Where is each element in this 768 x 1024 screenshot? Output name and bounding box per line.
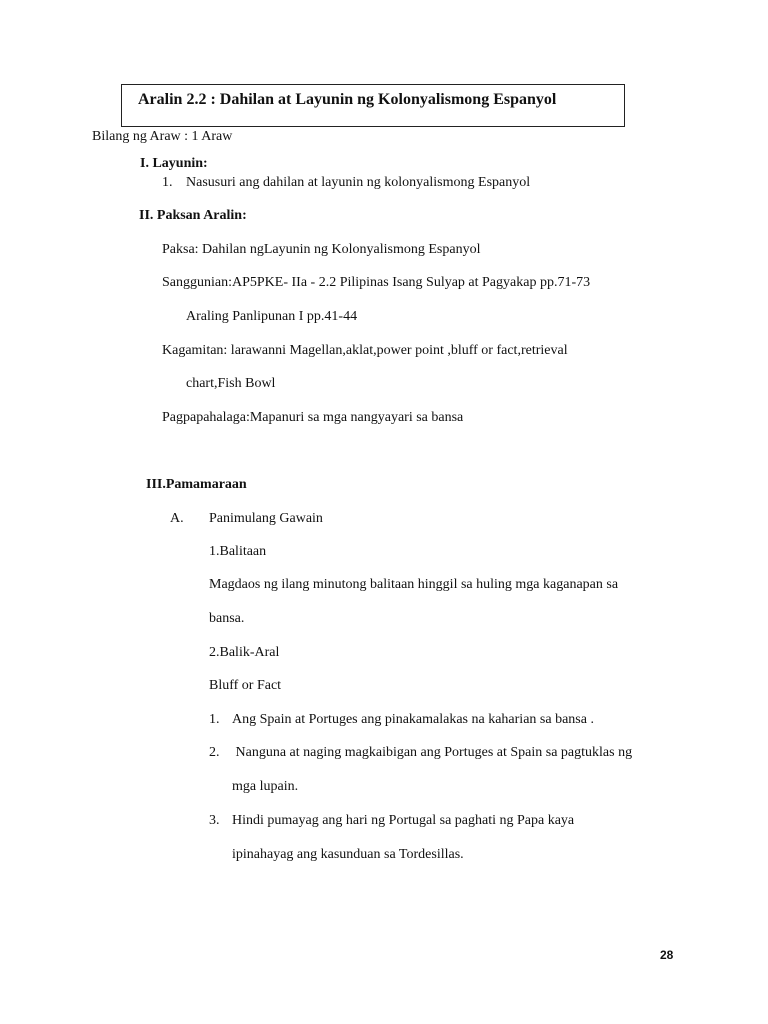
pagpapahalaga-line: Pagpapahalaga:Mapanuri sa mga nangyayari sa bansa (162, 410, 464, 425)
paksa-line: Paksa: Dahilan ngLayunin ng Kolonyalismong Espanyol (162, 242, 481, 257)
list-item-continuation: mga lupain. (232, 779, 299, 794)
section-i-item-number: 1. (162, 175, 173, 190)
list-item-text: Ang Spain at Portuges ang pinakamalakas na kaharian sa bansa . (232, 712, 594, 727)
section-iii-heading: III.Pamamaraan (146, 477, 247, 492)
bluff-or-fact-label: Bluff or Fact (209, 678, 282, 693)
list-item-number: 3. (209, 813, 220, 828)
section-i-item-text: Nasusuri ang dahilan at layunin ng kolonyalismong Espanyol (186, 175, 531, 190)
section-i-heading: I. Layunin: (140, 156, 208, 171)
part-a-title: Panimulang Gawain (209, 511, 323, 526)
balik-aral-heading: 2.Balik-Aral (209, 645, 280, 660)
kagamitan-line: Kagamitan: larawanni Magellan,aklat,power point ,bluff or fact,retrieval (162, 343, 568, 358)
kagamitan-continuation: chart,Fish Bowl (186, 376, 276, 391)
lesson-title: Aralin 2.2 : Dahilan at Layunin ng Kolonyalismong Espanyol (138, 91, 557, 108)
list-item-text: Hindi pumayag ang hari ng Portugal sa paghati ng Papa kaya (232, 813, 575, 828)
balitaan-heading: 1.Balitaan (209, 544, 267, 559)
balitaan-text-line-1: Magdaos ng ilang minutong balitaan hinggil sa huling mga kaganapan sa (209, 577, 619, 592)
duration-line: Bilang ng Araw : 1 Araw (92, 129, 233, 144)
page-number: 28 (660, 948, 674, 962)
list-item-continuation: ipinahayag ang kasunduan sa Tordesillas. (232, 847, 464, 862)
sanggunian-line: Sanggunian:AP5PKE- IIa - 2.2 Pilipinas Isang Sulyap at Pagyakap pp.71-73 (162, 275, 591, 290)
balitaan-text-line-2: bansa. (209, 611, 245, 626)
list-item-number: 1. (209, 712, 220, 727)
part-a-letter: A. (170, 511, 184, 526)
section-ii-heading: II. Paksan Aralin: (139, 208, 247, 223)
list-item-number: 2. (209, 745, 220, 760)
lesson-title-box (121, 84, 625, 127)
list-item-text: Nanguna at naging magkaibigan ang Portuges at Spain sa pagtuklas ng (232, 745, 633, 760)
sanggunian-continuation: Araling Panlipunan I pp.41-44 (186, 309, 358, 324)
